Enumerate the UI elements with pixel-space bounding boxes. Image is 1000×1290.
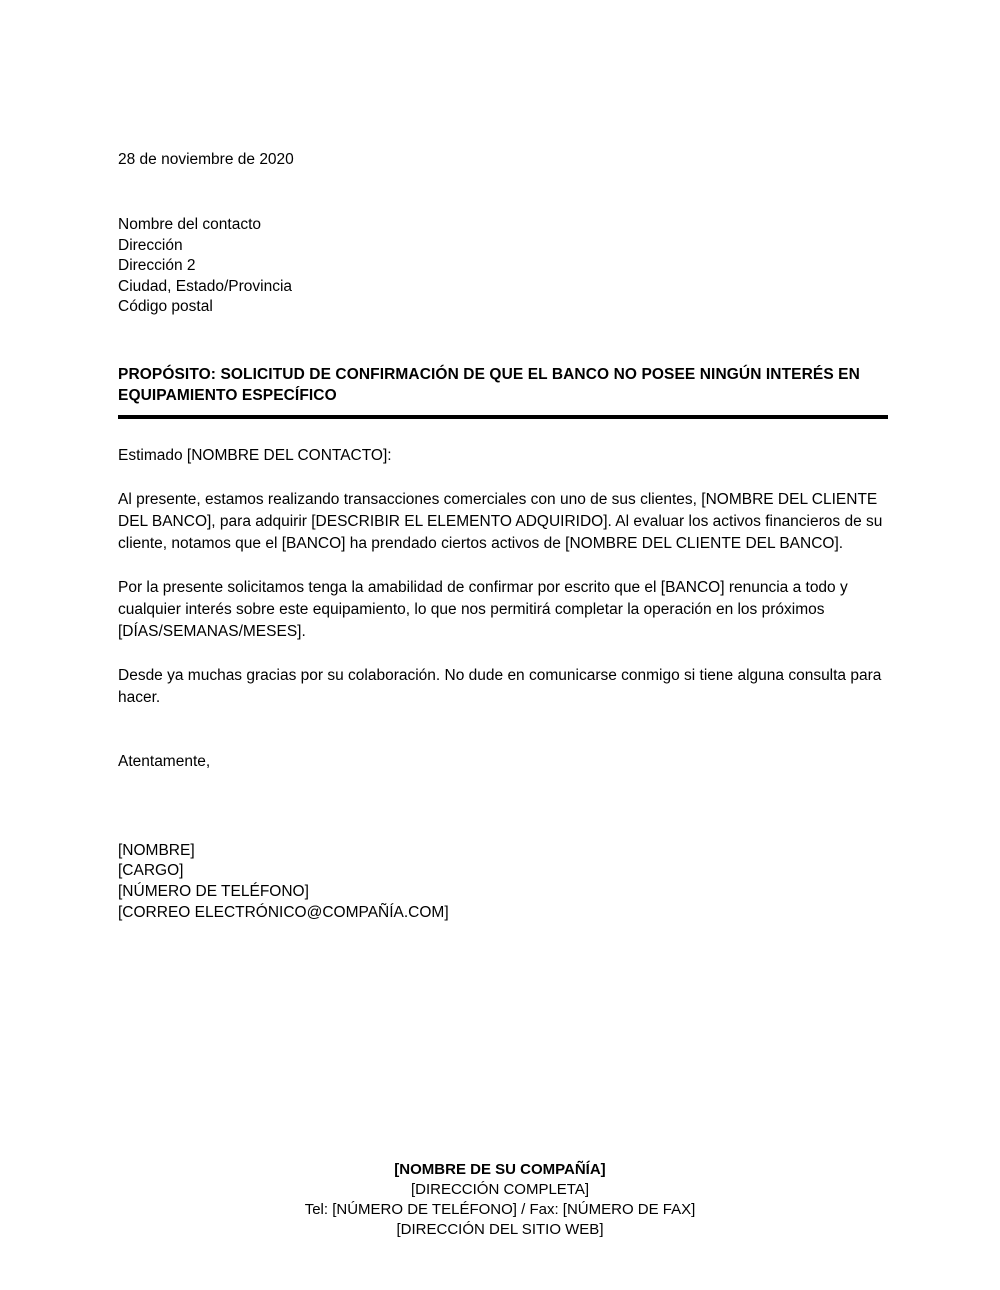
signature-name: [NOMBRE] — [118, 841, 195, 859]
letter-closing: Atentamente, — [118, 752, 211, 770]
recipient-line-address2: Dirección 2 — [118, 257, 196, 275]
signature-title: [CARGO] — [118, 862, 184, 880]
recipient-address-block — [118, 215, 888, 318]
recipient-line-postal-code: Código postal — [118, 298, 213, 316]
recipient-line-name: Nombre del contacto — [118, 215, 262, 233]
footer-company-name: [NOMBRE DE SU COMPAÑÍA] — [394, 1161, 606, 1178]
letter-date: 28 de noviembre de 2020 — [118, 151, 294, 168]
signature-phone: [NÚMERO DE TELÉFONO] — [118, 883, 309, 901]
letter-subject: PROPÓSITO: SOLICITUD DE CONFIRMACIÓN DE QUE EL BANCO NO POSEE NINGÚN INTERÉS EN EQUIPAMIENTO ESPECÍFICO — [118, 365, 860, 404]
subject-divider — [118, 415, 888, 419]
letter-body — [118, 150, 888, 923]
signature-email: [CORREO ELECTRÓNICO@COMPAÑÍA.COM] — [118, 903, 449, 921]
page-footer — [0, 1160, 1000, 1240]
letter-paragraph-2: Por la presente solicitamos tenga la amabilidad de confirmar por escrito que el [BANCO] renuncia a todo y cualquier interés sobre este equipamiento, lo que nos permitirá completar la operación en los próximos [DÍAS/SEMANAS/MESES]. — [118, 578, 848, 640]
letter-paragraph-3: Desde ya muchas gracias por su colaboración. No dude en comunicarse conmigo si tiene alguna consulta para hacer. — [118, 666, 882, 706]
recipient-line-city-state: Ciudad, Estado/Provincia — [118, 277, 293, 295]
letter-salutation: Estimado [NOMBRE DEL CONTACTO]: — [118, 447, 392, 465]
footer-phone-fax: Tel: [NÚMERO DE TELÉFONO] / Fax: [NÚMERO DE FAX] — [304, 1200, 696, 1218]
footer-address: [DIRECCIÓN COMPLETA] — [410, 1180, 590, 1198]
letter-paragraph-1: Al presente, estamos realizando transacciones comerciales con uno de sus clientes, [NOMBRE DEL CLIENTE DEL BANCO], para adquirir [DESCRIBIR EL ELEMENTO ADQUIRIDO]. Al evaluar los activos financieros de su cliente, notamos que el [BANCO] ha prendado ciertos activos de [NOMBRE DEL CLIENTE DEL BANCO]. — [118, 490, 883, 552]
signature-block — [118, 841, 888, 923]
recipient-line-address1: Dirección — [118, 236, 183, 254]
footer-website: [DIRECCIÓN DEL SITIO WEB] — [396, 1220, 604, 1238]
